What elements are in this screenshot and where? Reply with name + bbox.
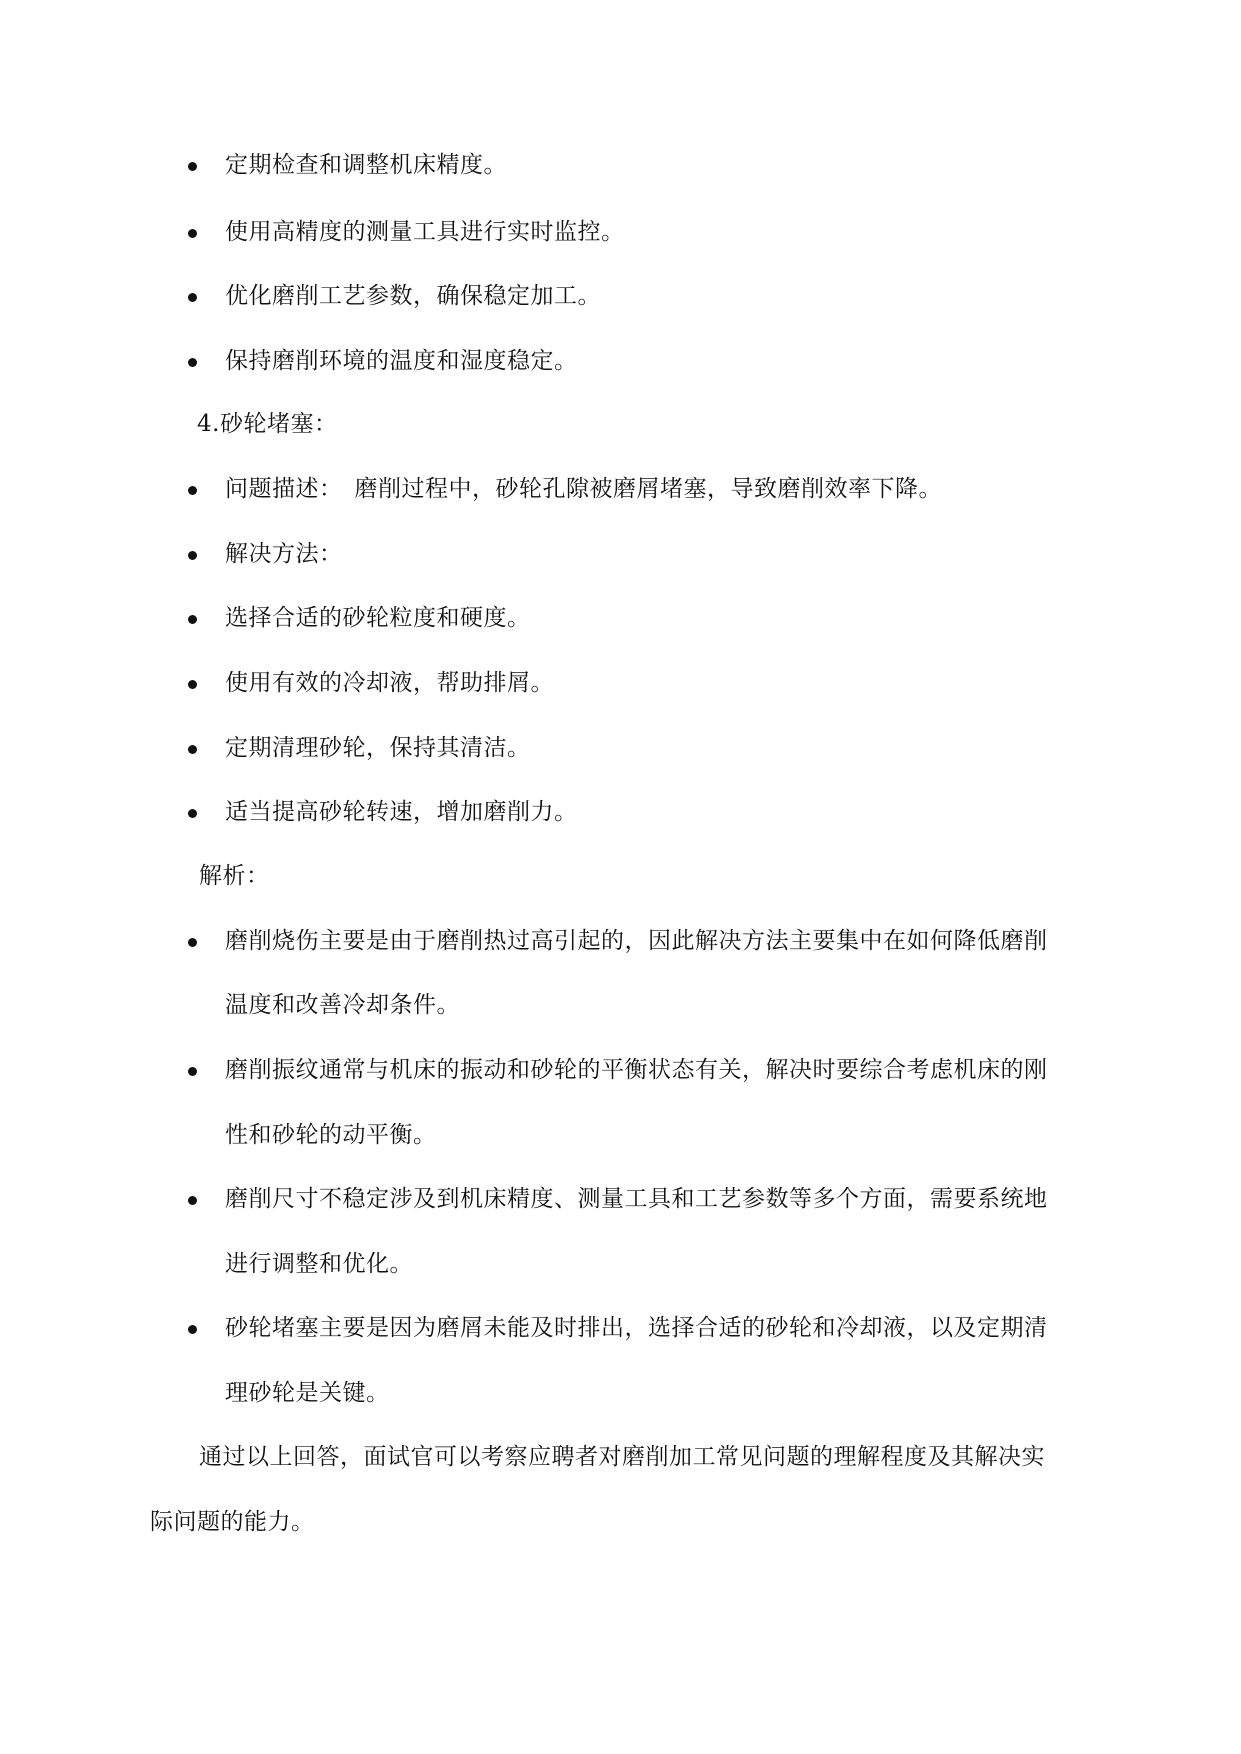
analysis-item-line: 温度和改善冷却条件。 [225, 992, 460, 1018]
list-item: 适当提高砂轮转速，增加磨削力。 [225, 799, 578, 825]
bullet-icon [188, 745, 197, 754]
list-item: 选择合适的砂轮粒度和硬度。 [225, 605, 531, 631]
bullet-icon [188, 229, 197, 238]
analysis-heading: 解析： [199, 863, 270, 889]
bullet-icon [188, 162, 197, 171]
bullet-icon [188, 1325, 197, 1334]
bullet-icon [188, 809, 197, 818]
bullet-icon [188, 486, 197, 495]
bullet-icon [188, 293, 197, 302]
analysis-item-line: 磨削烧伤主要是由于磨削热过高引起的，因此解决方法主要集中在如何降低磨削 [225, 928, 1048, 954]
conclusion-paragraph: 通过以上回答，面试官可以考察应聘者对磨削加工常见问题的理解程度及其解决实 [199, 1444, 1045, 1470]
analysis-item-line: 磨削尺寸不稳定涉及到机床精度、测量工具和工艺参数等多个方面，需要系统地 [225, 1186, 1048, 1212]
conclusion-paragraph: 际问题的能力。 [150, 1509, 315, 1535]
section-heading: 4.砂轮堵塞： [197, 411, 338, 437]
analysis-item-line: 磨削振纹通常与机床的振动和砂轮的平衡状态有关，解决时要综合考虑机床的刚 [225, 1057, 1048, 1083]
bullet-icon [188, 680, 197, 689]
list-item: 定期检查和调整机床精度。 [225, 152, 507, 178]
bullet-icon [188, 615, 197, 624]
analysis-item-line: 理砂轮是关键。 [225, 1380, 390, 1406]
bullet-icon [188, 1196, 197, 1205]
analysis-item-line: 性和砂轮的动平衡。 [225, 1122, 437, 1148]
list-item: 问题描述： 磨削过程中，砂轮孔隙被磨屑堵塞，导致磨削效率下降。 [225, 476, 942, 502]
analysis-item-line: 砂轮堵塞主要是因为磨屑未能及时排出，选择合适的砂轮和冷却液，以及定期清 [225, 1315, 1048, 1341]
list-item: 优化磨削工艺参数，确保稳定加工。 [225, 283, 601, 309]
list-item: 定期清理砂轮，保持其清洁。 [225, 735, 531, 761]
analysis-item-line: 进行调整和优化。 [225, 1251, 413, 1277]
list-item: 使用高精度的测量工具进行实时监控。 [225, 219, 625, 245]
list-item: 保持磨削环境的温度和湿度稳定。 [225, 348, 578, 374]
list-item: 使用有效的冷却液，帮助排屑。 [225, 670, 554, 696]
bullet-icon [188, 358, 197, 367]
bullet-icon [188, 551, 197, 560]
list-item: 解决方法： [225, 541, 343, 567]
bullet-icon [188, 1067, 197, 1076]
bullet-icon [188, 938, 197, 947]
